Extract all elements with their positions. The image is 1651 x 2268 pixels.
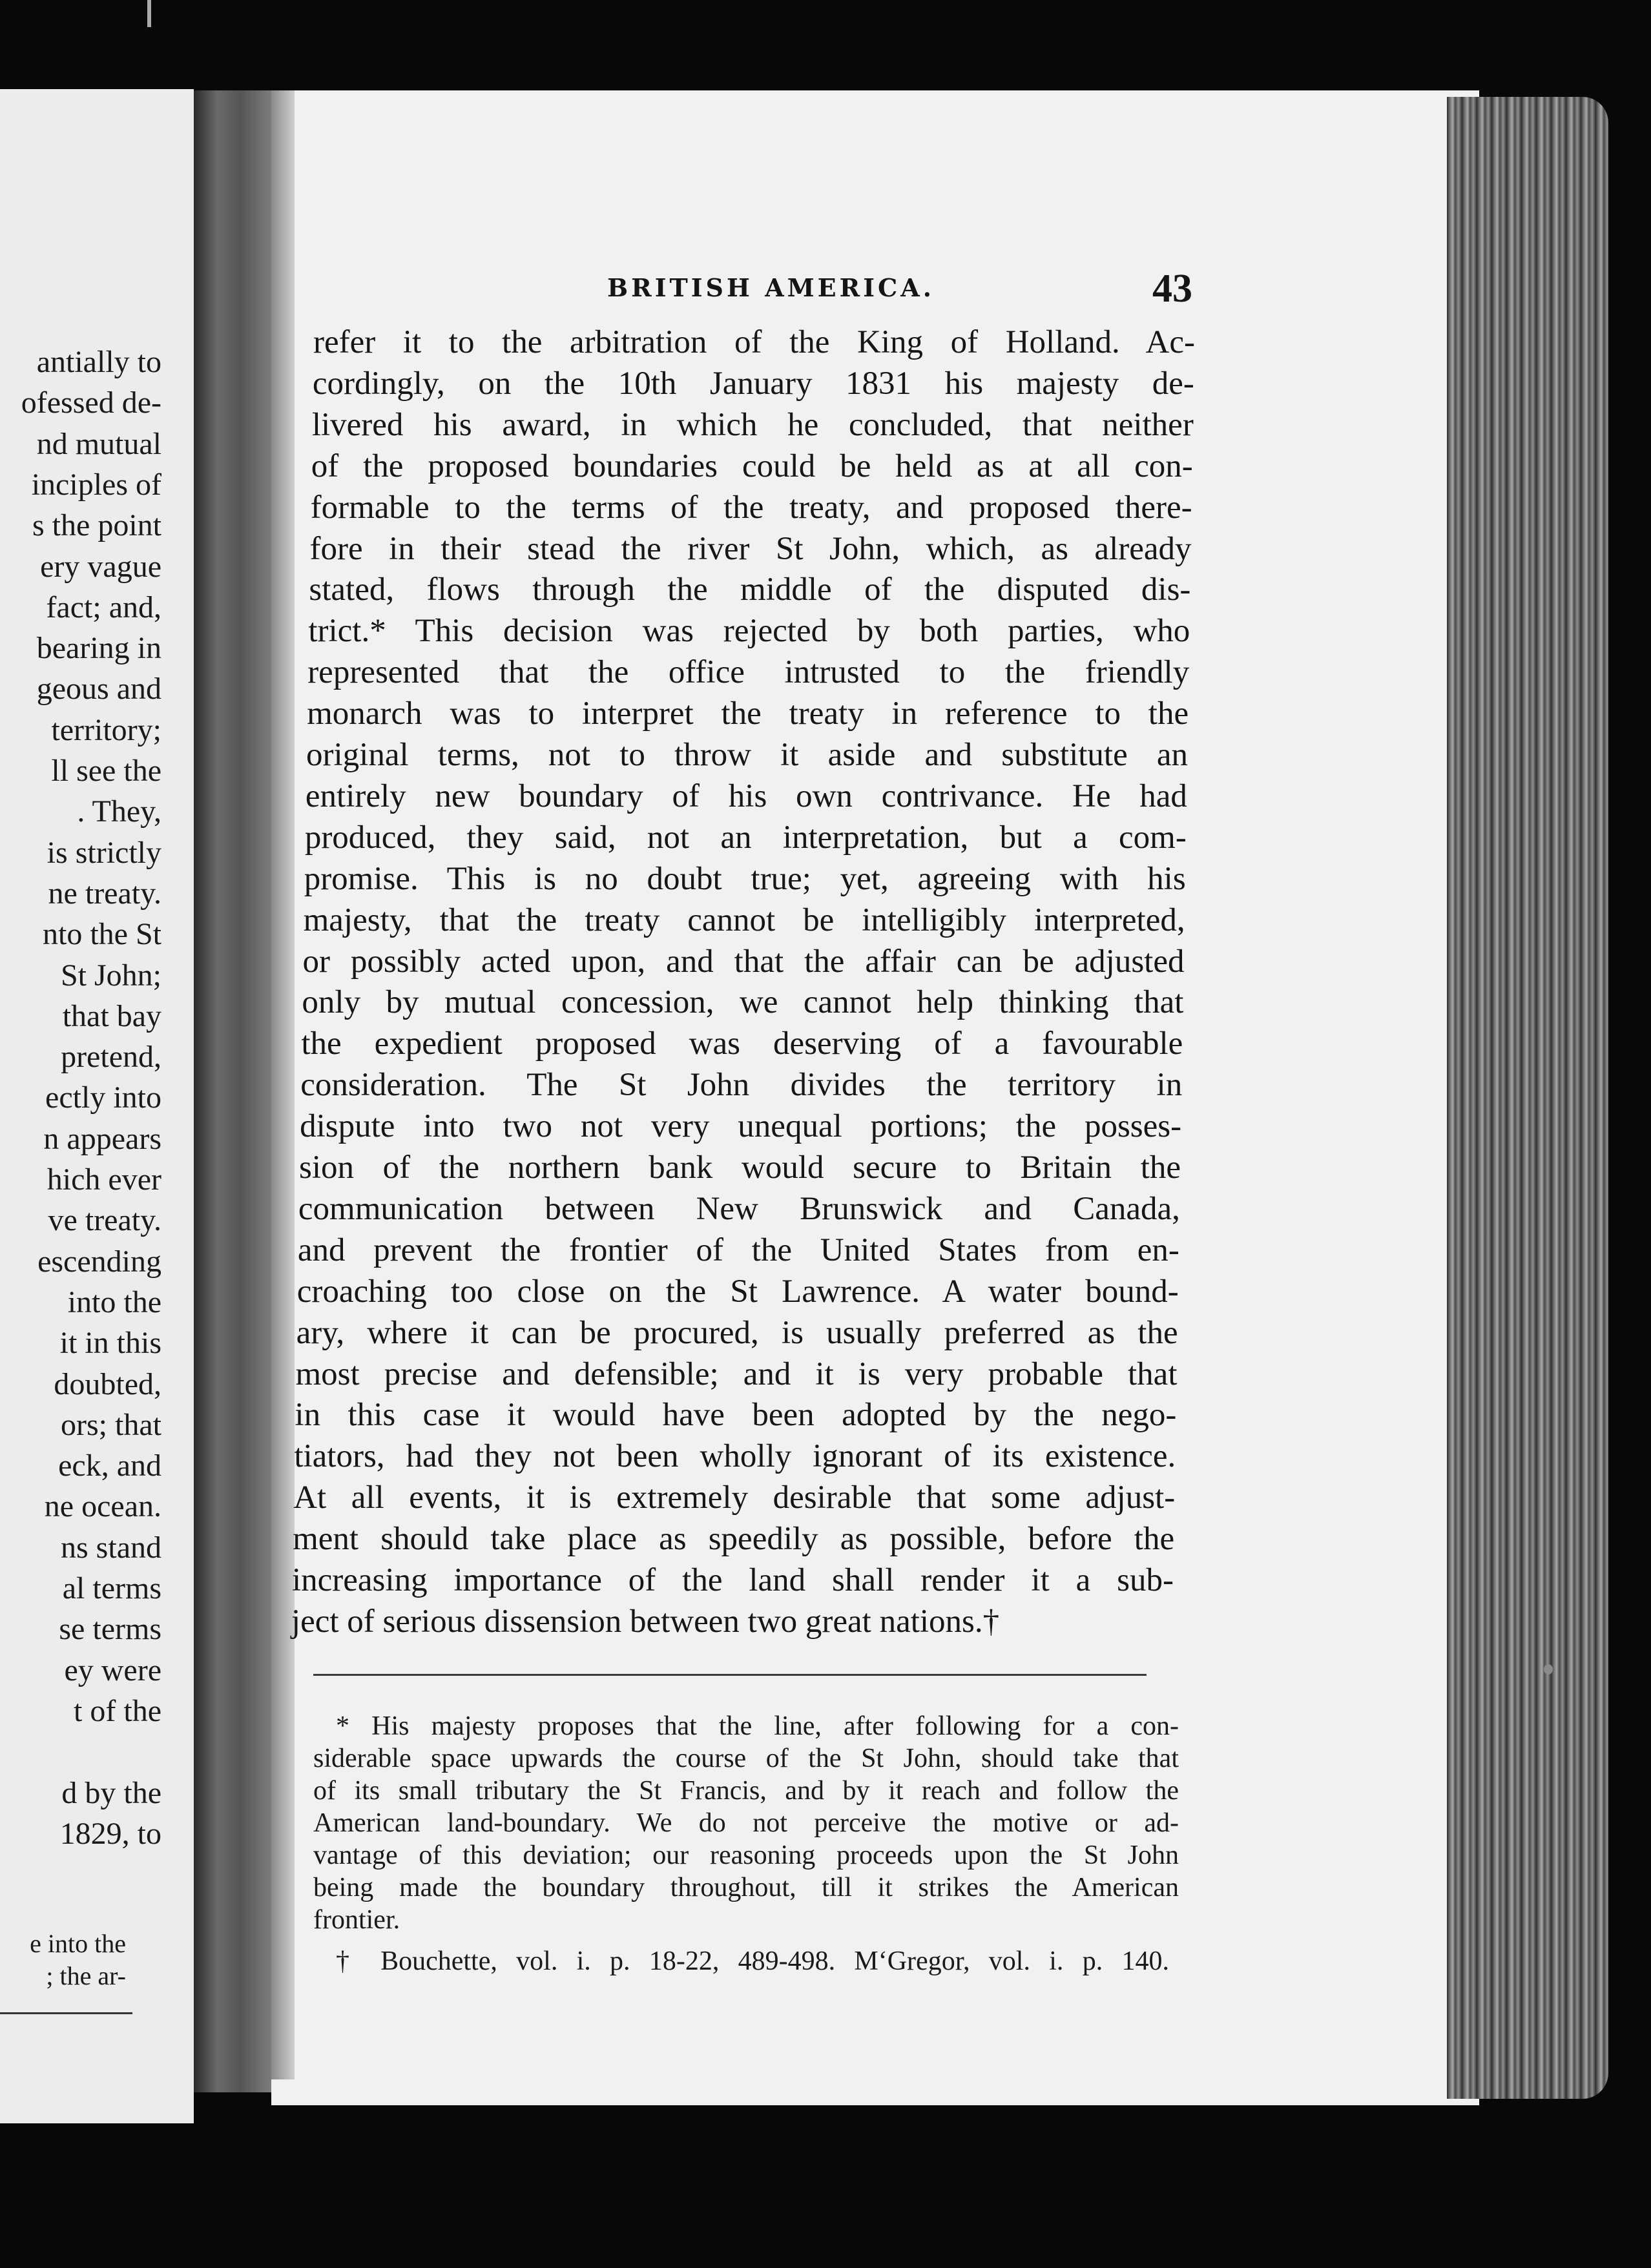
body-line: original terms, not to throw it aside and substitute an — [306, 737, 1188, 773]
body-line: refer it to the arbitration of the King of Holland. Ac- — [313, 324, 1195, 360]
body-line: most precise and defensible; and it is very probable that — [295, 1356, 1178, 1392]
body-line: majesty, that the treaty cannot be intelligibly interpreted, — [303, 902, 1185, 938]
body-line: the expedient proposed was deserving of a favourable — [301, 1026, 1183, 1062]
footnote-line: * His majesty proposes that the line, after following for a con- — [336, 1711, 1179, 1741]
body-line: in this case it would have been adopted by the nego- — [295, 1397, 1177, 1434]
left-page-line: al terms — [62, 1571, 161, 1605]
body-line: stated, flows through the middle of the disputed dis- — [309, 572, 1191, 608]
left-page-line: d by the — [61, 1775, 161, 1810]
left-page-line: ne ocean. — [44, 1489, 161, 1524]
left-page-line: ery vague — [40, 549, 161, 584]
film-mark — [147, 0, 151, 27]
running-title: BRITISH AMERICA. — [607, 273, 935, 302]
body-line: or possibly acted upon, and that the affair can be adjusted — [302, 943, 1185, 980]
left-page-line: hich ever — [47, 1162, 161, 1197]
body-line: fore in their stead the river St John, which, as already — [309, 530, 1192, 567]
page-edges — [1447, 97, 1608, 2099]
body-line: dispute into two not very unequal portions; the posses- — [300, 1108, 1182, 1145]
left-page-line: s the point — [32, 508, 161, 543]
left-page-line: doubted, — [54, 1366, 161, 1401]
left-footnote-rule — [0, 2012, 132, 2014]
body-line: formable to the terms of the treaty, and proposed there- — [310, 489, 1192, 526]
body-line: At all events, it is extremely desirable that some adjust- — [293, 1479, 1176, 1516]
gutter-shadow — [271, 90, 295, 2079]
left-page-line: bearing in — [36, 631, 161, 666]
footnote-line: siderable space upwards the course of the St John, should take that — [313, 1744, 1179, 1773]
left-page-line: ve treaty. — [48, 1203, 161, 1238]
footnote-rule — [313, 1674, 1147, 1676]
left-page-line: n appears — [43, 1121, 161, 1156]
left-page — [0, 89, 194, 2123]
left-page-line: t of the — [74, 1693, 161, 1728]
left-page-line: eck, and — [58, 1448, 161, 1483]
left-page-line: 1829, to — [59, 1816, 161, 1851]
body-line: increasing importance of the land shall render it a sub- — [292, 1562, 1174, 1598]
left-page-footnote-line: ; the ar- — [46, 1961, 126, 1990]
left-page-line: . They, — [77, 794, 161, 829]
body-line: produced, they said, not an interpretation, but a com- — [304, 819, 1187, 856]
footnote-line: American land-boundary. We do not perceive the motive or ad- — [313, 1808, 1179, 1838]
body-line: trict.* This decision was rejected by both parties, who — [308, 613, 1190, 650]
footnote-line: being made the boundary throughout, till it strikes the American — [313, 1873, 1179, 1902]
body-line: croaching too close on the St Lawrence. A water bound- — [296, 1273, 1179, 1310]
body-line: sion of the northern bank would secure to Britain the — [299, 1149, 1181, 1186]
left-page-line: se terms — [59, 1612, 161, 1647]
body-line: tiators, had they not been wholly ignorant of its existence. — [294, 1438, 1176, 1475]
footnote-line: vantage of this deviation; our reasoning proceeds upon the St John — [313, 1840, 1179, 1870]
body-line: only by mutual concession, we cannot help thinking that — [302, 984, 1184, 1021]
left-page-line: that bay — [62, 998, 161, 1033]
body-line: consideration. The St John divides the territory in — [300, 1067, 1183, 1104]
left-page-line: nd mutual — [36, 426, 161, 461]
body-line: communication between New Brunswick and Canada, — [298, 1190, 1180, 1227]
left-page-line: escending — [37, 1244, 161, 1279]
footnote-line: of its small tributary the St Francis, and by it reach and follow the — [313, 1776, 1179, 1806]
book-gutter — [194, 90, 271, 2092]
left-page-line: is strictly — [47, 835, 161, 870]
left-page-line: pretend, — [61, 1040, 161, 1075]
left-page-line: ectly into — [45, 1080, 161, 1115]
left-page-footnote-line: e into the — [30, 1929, 126, 1958]
left-page-line: ll see the — [51, 754, 161, 788]
body-line: and prevent the frontier of the United States from en- — [297, 1232, 1179, 1268]
body-line: promise. This is no doubt true; yet, agreeing with his — [304, 860, 1186, 897]
body-line: represented that the office intrusted to the friendly — [307, 654, 1190, 691]
body-line: entirely new boundary of his own contrivance. He had — [305, 778, 1187, 814]
left-page-line: ne treaty. — [48, 876, 161, 911]
left-page-line: ofessed de- — [21, 386, 161, 420]
left-page-line: antially to — [36, 345, 161, 379]
body-line: livered his award, in which he concluded, that neither — [311, 406, 1194, 443]
footnote-dagger: † Bouchette, vol. i. p. 18-22, 489-498. M‘Gregor, vol. i. p. 140. — [336, 1946, 1169, 1976]
left-page-line: nto the St — [42, 917, 161, 952]
left-page-line: fact; and, — [46, 590, 161, 624]
left-page-line: ors; that — [61, 1407, 161, 1442]
body-line: monarch was to interpret the treaty in reference to the — [307, 696, 1189, 732]
left-page-line: ns stand — [61, 1530, 161, 1565]
body-line: cordingly, on the 10th January 1831 his majesty de- — [312, 365, 1194, 402]
body-line: ment should take place as speedily as possible, before the — [293, 1521, 1175, 1558]
left-page-line: into the — [67, 1284, 161, 1319]
left-page-line: inciples of — [31, 467, 161, 502]
page-number: 43 — [1152, 267, 1192, 311]
footnote-line: frontier. — [313, 1905, 400, 1935]
left-page-line: geous and — [36, 672, 161, 706]
left-page-line: St John; — [60, 958, 161, 993]
left-page-line: territory; — [51, 712, 161, 747]
body-line: ary, where it can be procured, is usually preferred as the — [296, 1314, 1178, 1351]
left-page-line: it in this — [59, 1326, 161, 1361]
edge-spot — [1544, 1664, 1553, 1675]
left-page-line: ey were — [64, 1653, 161, 1687]
body-line: of the proposed boundaries could be held as at all con- — [311, 448, 1193, 484]
body-line: ject of serious dissension between two great nations.† — [291, 1603, 1000, 1640]
